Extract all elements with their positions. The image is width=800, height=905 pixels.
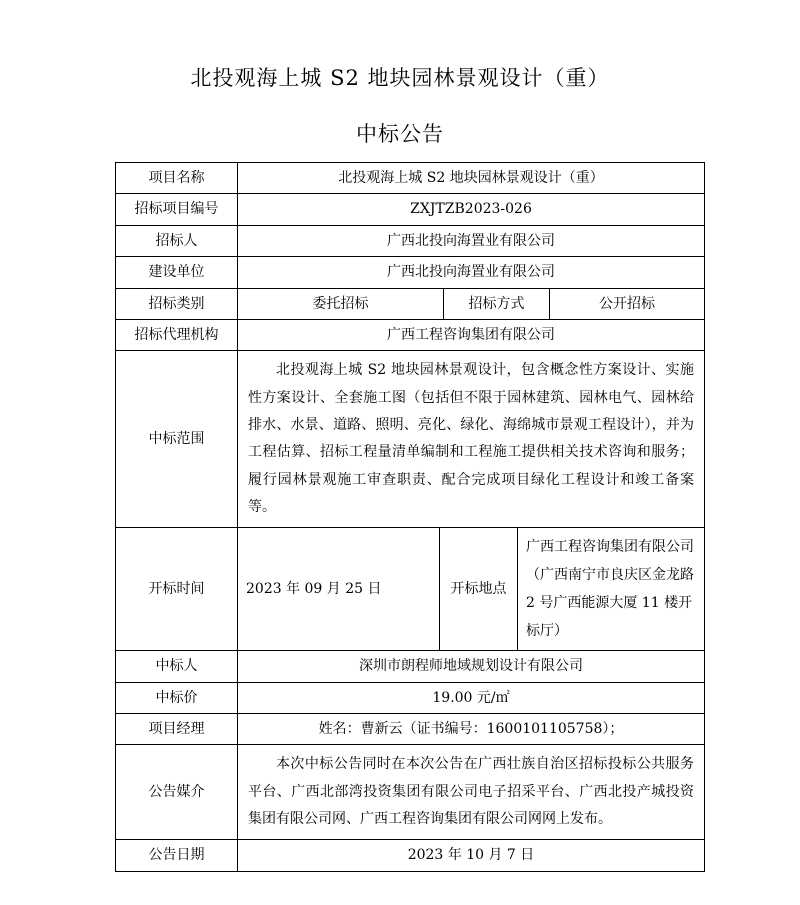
table-row-category (116, 289, 704, 320)
table-row-scope (116, 351, 704, 528)
table-row-opening (116, 528, 704, 651)
category-label: 招标类别 (116, 289, 238, 319)
builder-value: 广西北投向海置业有限公司 (387, 264, 555, 281)
table-row-media (116, 745, 704, 840)
table-row-tender-no (116, 194, 704, 225)
table-row-builder (116, 257, 704, 288)
opening-time-label: 开标时间 (116, 528, 238, 650)
category-value: 委托招标 (238, 289, 444, 319)
builder-label: 建设单位 (116, 257, 238, 287)
winner-label: 中标人 (116, 651, 238, 681)
manager-label: 项目经理 (116, 714, 238, 744)
winner-value: 深圳市朗程师地域规划设计有限公司 (359, 658, 583, 675)
tender-no-value: ZXJTZB2023-026 (410, 201, 532, 218)
table-row-project-name (116, 163, 704, 194)
tenderer-label: 招标人 (116, 226, 238, 256)
document-subtitle: 中标公告 (356, 122, 444, 146)
document-page (0, 62, 800, 905)
table-row-winner (116, 651, 704, 682)
opening-place-value: 广西工程咨询集团有限公司（广西南宁市良庆区金龙路 2 号广西能源大厦 11 楼开标厅） (526, 539, 694, 640)
media-value: 本次中标公告同时在本次公告在广西壮族自治区招标投标公共服务平台、广西北部湾投资集团有限公司电子招采平台、广西北投产城投资集团有限公司网、广西工程咨询集团有限公司网网上发布。 (248, 756, 694, 827)
table-row-tenderer (116, 226, 704, 257)
date-value: 2023 年 10 月 7 日 (407, 847, 535, 864)
date-label: 公告日期 (116, 840, 238, 871)
price-value: 19.00 元/㎡ (432, 689, 510, 706)
agency-label: 招标代理机构 (116, 320, 238, 350)
announcement-table (115, 162, 705, 872)
table-row-date (116, 840, 704, 871)
agency-value: 广西工程咨询集团有限公司 (387, 326, 555, 343)
scope-value: 北投观海上城 S2 地块园林景观设计，包含概念性方案设计、实施性方案设计、全套施工图（包括但不限于园林建筑、园林电气、园林给排水、水景、道路、照明、亮化、绿化、海绵城市景观工程设计），并为工程估算、招标工程量清单编制和工程施工提供相关技术咨询和服务；履行园林景观施工审查职责、配合完成项目绿化工程设计和竣工备案等。 (248, 362, 694, 515)
tender-method-value: 公开招标 (599, 295, 655, 312)
tender-method-label: 招标方式 (444, 289, 550, 319)
table-row-manager (116, 714, 704, 745)
opening-time-value: 2023 年 09 月 25 日 (238, 528, 440, 650)
project-name-label: 项目名称 (116, 163, 238, 193)
opening-place-label: 开标地点 (440, 528, 518, 650)
manager-value: 姓名：曹新云（证书编号：1600101105758）； (318, 720, 624, 737)
document-title: 北投观海上城 S2 地块园林景观设计（重） (190, 66, 610, 90)
table-row-price (116, 683, 704, 714)
scope-label: 中标范围 (116, 351, 238, 527)
tender-no-label: 招标项目编号 (116, 194, 238, 224)
table-row-agency (116, 320, 704, 351)
project-name-value: 北投观海上城 S2 地块园林景观设计（重） (338, 170, 604, 186)
tenderer-value: 广西北投向海置业有限公司 (387, 232, 555, 249)
media-label: 公告媒介 (116, 745, 238, 839)
price-label: 中标价 (116, 683, 238, 713)
